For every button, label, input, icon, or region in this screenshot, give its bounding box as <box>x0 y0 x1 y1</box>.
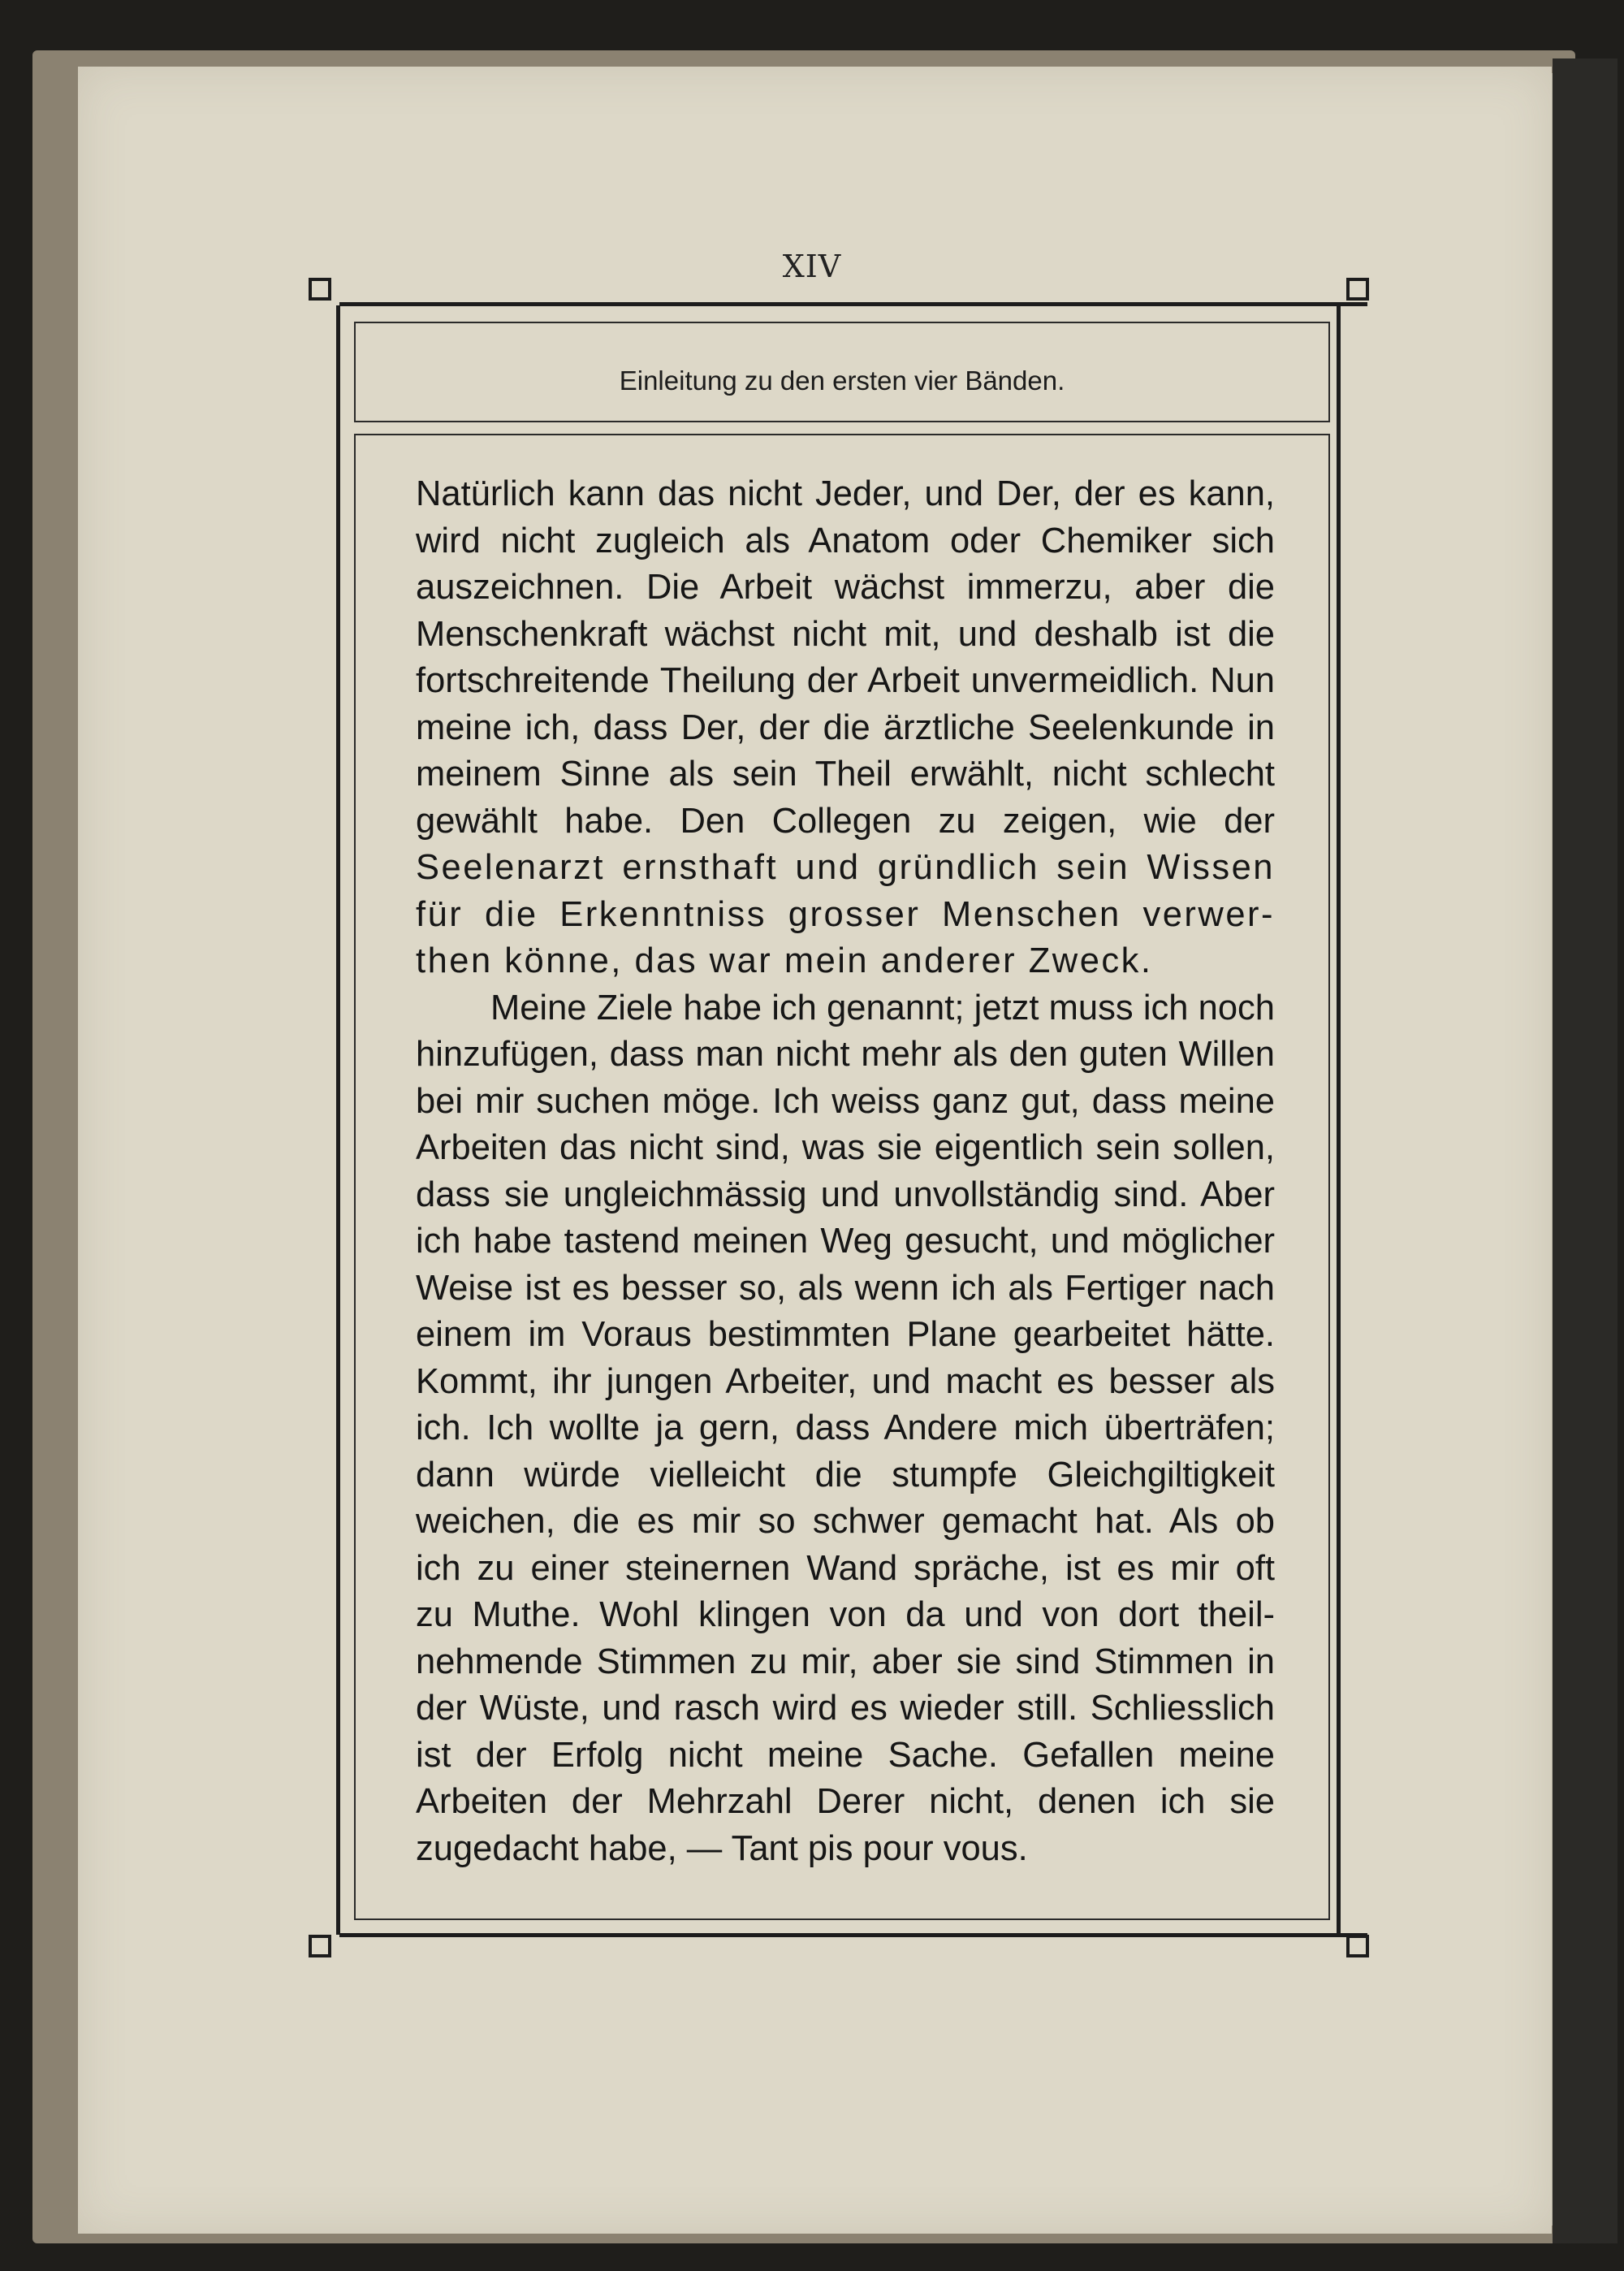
corner-ornament-bottom-right <box>1346 1935 1369 1957</box>
text-line: ist der Erfolg nicht meine Sache. Gefallen meine <box>416 1735 1275 1775</box>
text-line: gewählt habe. Den Collegen zu zeigen, wie der <box>416 801 1275 841</box>
text-line: dann würde vielleicht die stumpfe Gleichgiltigkeit <box>416 1455 1275 1495</box>
text-line: zugedacht habe, — Tant pis pour vous. <box>416 1828 1028 1868</box>
text-line: ich. Ich wollte ja gern, dass Andere mich überträfen; <box>416 1408 1275 1447</box>
corner-ornament-top-right <box>1346 278 1369 301</box>
frame-left-rule <box>336 305 340 1935</box>
text-line: auszeichnen. Die Arbeit wächst immerzu, aber die <box>416 568 1275 607</box>
frame-bottom-rule <box>339 1933 1367 1937</box>
text-line: nehmende Stimmen zu mir, aber sie sind Stimmen in <box>416 1642 1275 1681</box>
text-line: weichen, die es mir so schwer gemacht hat. Als ob <box>416 1502 1275 1541</box>
text-line: Seelenarzt ernsthaft und gründlich sein Wissen <box>416 848 1275 887</box>
text-line: wird nicht zugleich als Anatom oder Chemiker sich <box>416 521 1275 560</box>
text-line: einem im Voraus bestimmten Plane gearbeitet hätte. <box>416 1315 1275 1354</box>
text-line: Menschenkraft wächst nicht mit, und deshalb ist die <box>416 614 1275 654</box>
text-line: zu Muthe. Wohl klingen von da und von dort theil- <box>416 1595 1275 1634</box>
text-line: Kommt, ihr jungen Arbeiter, und macht es besser als <box>416 1361 1275 1401</box>
text-line: ich habe tastend meinen Weg gesucht, und möglicher <box>416 1222 1275 1261</box>
right-book-cover <box>1553 58 1618 2243</box>
page-number: XIV <box>782 249 842 284</box>
text-line: Arbeiten das nicht sind, was sie eigentlich sein sollen, <box>416 1128 1275 1167</box>
text-line: fortschreitende Theilung der Arbeit unvermeidlich. Nun <box>416 661 1275 700</box>
running-head: Einleitung zu den ersten vier Bänden. <box>619 366 1065 396</box>
text-line: Meine Ziele habe ich genannt; jetzt muss ich noch <box>490 988 1275 1027</box>
text-line: then könne, das war mein anderer Zweck. <box>416 941 1153 980</box>
text-line: dass sie ungleichmässig und unvollständig sind. Aber <box>416 1174 1275 1214</box>
corner-ornament-bottom-left <box>309 1935 331 1957</box>
text-line: für die Erkenntniss grosser Menschen verwer- <box>416 894 1275 934</box>
text-line: der Wüste, und rasch wird es wieder still. Schliesslich <box>416 1689 1275 1728</box>
text-line: Arbeiten der Mehrzahl Derer nicht, denen ich sie <box>416 1782 1275 1821</box>
frame-top-rule <box>339 302 1367 306</box>
corner-ornament-top-left <box>309 278 331 301</box>
text-line: meinem Sinne als sein Theil erwählt, nicht schlecht <box>416 755 1275 794</box>
text-line: hinzufügen, dass man nicht mehr als den guten Willen <box>416 1035 1275 1074</box>
text-line: bei mir suchen möge. Ich weiss ganz gut, dass meine <box>416 1081 1275 1121</box>
text-line: Natürlich kann das nicht Jeder, und Der, der es kann, <box>416 474 1275 513</box>
text-line: ich zu einer steinernen Wand spräche, ist es mir oft <box>416 1548 1275 1588</box>
text-line: meine ich, dass Der, der die ärztliche Seelenkunde in <box>416 707 1275 747</box>
text-line: Weise ist es besser so, als wenn ich als Fertiger nach <box>416 1268 1275 1308</box>
body-text <box>416 471 1275 1872</box>
frame-right-rule <box>1337 305 1341 1935</box>
